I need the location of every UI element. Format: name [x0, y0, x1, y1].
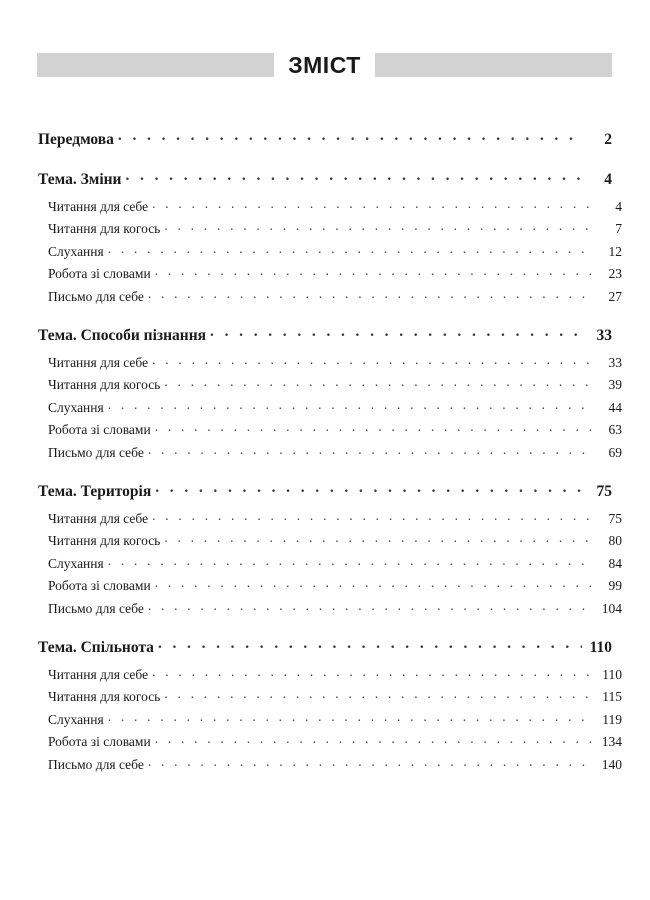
dot-leader: [152, 665, 592, 679]
toc-section-entry[interactable]: [38, 599, 622, 616]
entry-label: Читання для когось: [48, 377, 161, 392]
dot-leader: [155, 265, 592, 279]
entry-page-number: 104: [601, 600, 622, 616]
entry-label: Слухання: [48, 243, 104, 259]
page-title: ЗМІСТ: [288, 52, 361, 78]
entry-page-number: 4: [604, 171, 612, 188]
dot-leader: [155, 421, 592, 435]
toc-section-entry[interactable]: [38, 242, 622, 259]
dot-leader: [164, 220, 592, 234]
entry-page-number: 75: [608, 510, 622, 526]
entry-label: Читання для когось: [48, 689, 161, 704]
dot-leader: [164, 532, 592, 546]
toc-section-entry[interactable]: [38, 376, 622, 393]
toc-group: [38, 128, 612, 148]
entry-label: Передмова: [38, 130, 114, 148]
dot-leader: [148, 599, 592, 613]
dot-leader: [148, 755, 592, 769]
entry-label: Читання для себе: [48, 510, 149, 526]
toc-chapter-entry[interactable]: [38, 325, 612, 345]
entry-page-number: 110: [589, 639, 612, 656]
toc-section-entry[interactable]: [38, 733, 622, 750]
toc-group: [38, 325, 622, 460]
toc-section-entry[interactable]: [38, 265, 622, 282]
toc-section-entry[interactable]: [38, 710, 622, 727]
dot-leader: [152, 509, 592, 523]
entry-label: Робота зі словами: [48, 266, 151, 281]
entry-label: Робота зі словами: [48, 422, 151, 437]
entry-label: Читання для себе: [48, 354, 149, 370]
dot-leader: [108, 710, 592, 724]
dot-leader: [158, 637, 582, 653]
dot-leader: [164, 376, 592, 390]
toc-group: [38, 637, 622, 772]
table-of-contents: [38, 128, 622, 772]
toc-section-entry[interactable]: [38, 353, 622, 370]
entry-page-number: 63: [608, 422, 622, 437]
entry-page-number: 39: [608, 377, 622, 392]
entry-page-number: 4: [615, 198, 622, 214]
toc-chapter-entry[interactable]: [38, 637, 612, 657]
header-bar-right: [375, 53, 612, 77]
header-bar-left: [37, 53, 274, 77]
entry-label: Робота зі словами: [48, 578, 151, 593]
entry-label: Слухання: [48, 399, 104, 415]
toc-section-entry[interactable]: [38, 577, 622, 594]
entry-label: Письмо для себе: [48, 288, 144, 304]
toc-chapter-entry[interactable]: [38, 169, 612, 189]
entry-label: Тема. Способи пізнання: [38, 327, 207, 344]
entry-label: Тема. Територія: [38, 483, 152, 500]
toc-section-entry[interactable]: [38, 398, 622, 415]
entry-page-number: 84: [608, 555, 622, 571]
entry-page-number: 33: [596, 327, 612, 344]
toc-section-entry[interactable]: [38, 287, 622, 304]
entry-label: Письмо для себе: [48, 444, 144, 460]
toc-section-entry[interactable]: [38, 443, 622, 460]
entry-page-number: 2: [604, 130, 612, 148]
entry-label: Слухання: [48, 711, 104, 727]
entry-label: Тема. Зміни: [38, 171, 122, 188]
entry-label: Письмо для себе: [48, 756, 144, 772]
entry-page-number: 7: [615, 221, 622, 236]
toc-section-entry[interactable]: [38, 755, 622, 772]
dot-leader: [108, 242, 592, 256]
entry-page-number: 27: [608, 288, 622, 304]
entry-page-number: 33: [608, 354, 622, 370]
entry-page-number: 115: [602, 689, 622, 704]
entry-label: Читання для себе: [48, 198, 149, 214]
dot-leader: [148, 287, 592, 301]
toc-section-entry[interactable]: [38, 688, 622, 705]
dot-leader: [118, 128, 582, 144]
entry-page-number: 119: [602, 711, 622, 727]
dot-leader: [148, 443, 592, 457]
entry-page-number: 140: [601, 756, 622, 772]
toc-section-entry[interactable]: [38, 532, 622, 549]
entry-page-number: 99: [608, 578, 622, 593]
toc-chapter-entry[interactable]: [38, 481, 612, 501]
toc-section-entry[interactable]: [38, 220, 622, 237]
dot-leader: [126, 169, 583, 185]
toc-header: [37, 53, 612, 77]
toc-section-entry[interactable]: [38, 421, 622, 438]
entry-page-number: 134: [601, 734, 622, 749]
entry-page-number: 23: [608, 266, 622, 281]
entry-label: Читання для когось: [48, 221, 161, 236]
toc-section-entry[interactable]: [38, 554, 622, 571]
dot-leader: [155, 577, 592, 591]
dot-leader: [164, 688, 592, 702]
entry-page-number: 12: [608, 243, 622, 259]
entry-page-number: 44: [608, 399, 622, 415]
dot-leader: [108, 554, 592, 568]
dot-leader: [210, 325, 582, 341]
toc-chapter-entry[interactable]: [38, 128, 612, 148]
dot-leader: [155, 733, 592, 747]
dot-leader: [152, 353, 592, 367]
entry-label: Робота зі словами: [48, 734, 151, 749]
toc-group: [38, 481, 622, 616]
toc-group: [38, 169, 622, 304]
toc-section-entry[interactable]: [38, 197, 622, 214]
entry-page-number: 75: [596, 483, 612, 500]
entry-page-number: 69: [608, 444, 622, 460]
dot-leader: [155, 481, 582, 497]
entry-label: Слухання: [48, 555, 104, 571]
entry-label: Тема. Спільнота: [38, 639, 154, 656]
dot-leader: [152, 197, 592, 211]
entry-page-number: 110: [602, 666, 622, 682]
dot-leader: [108, 398, 592, 412]
entry-label: Читання для себе: [48, 666, 149, 682]
entry-label: Читання для когось: [48, 533, 161, 548]
entry-label: Письмо для себе: [48, 600, 144, 616]
toc-section-entry[interactable]: [38, 665, 622, 682]
toc-section-entry[interactable]: [38, 509, 622, 526]
entry-page-number: 80: [608, 533, 622, 548]
